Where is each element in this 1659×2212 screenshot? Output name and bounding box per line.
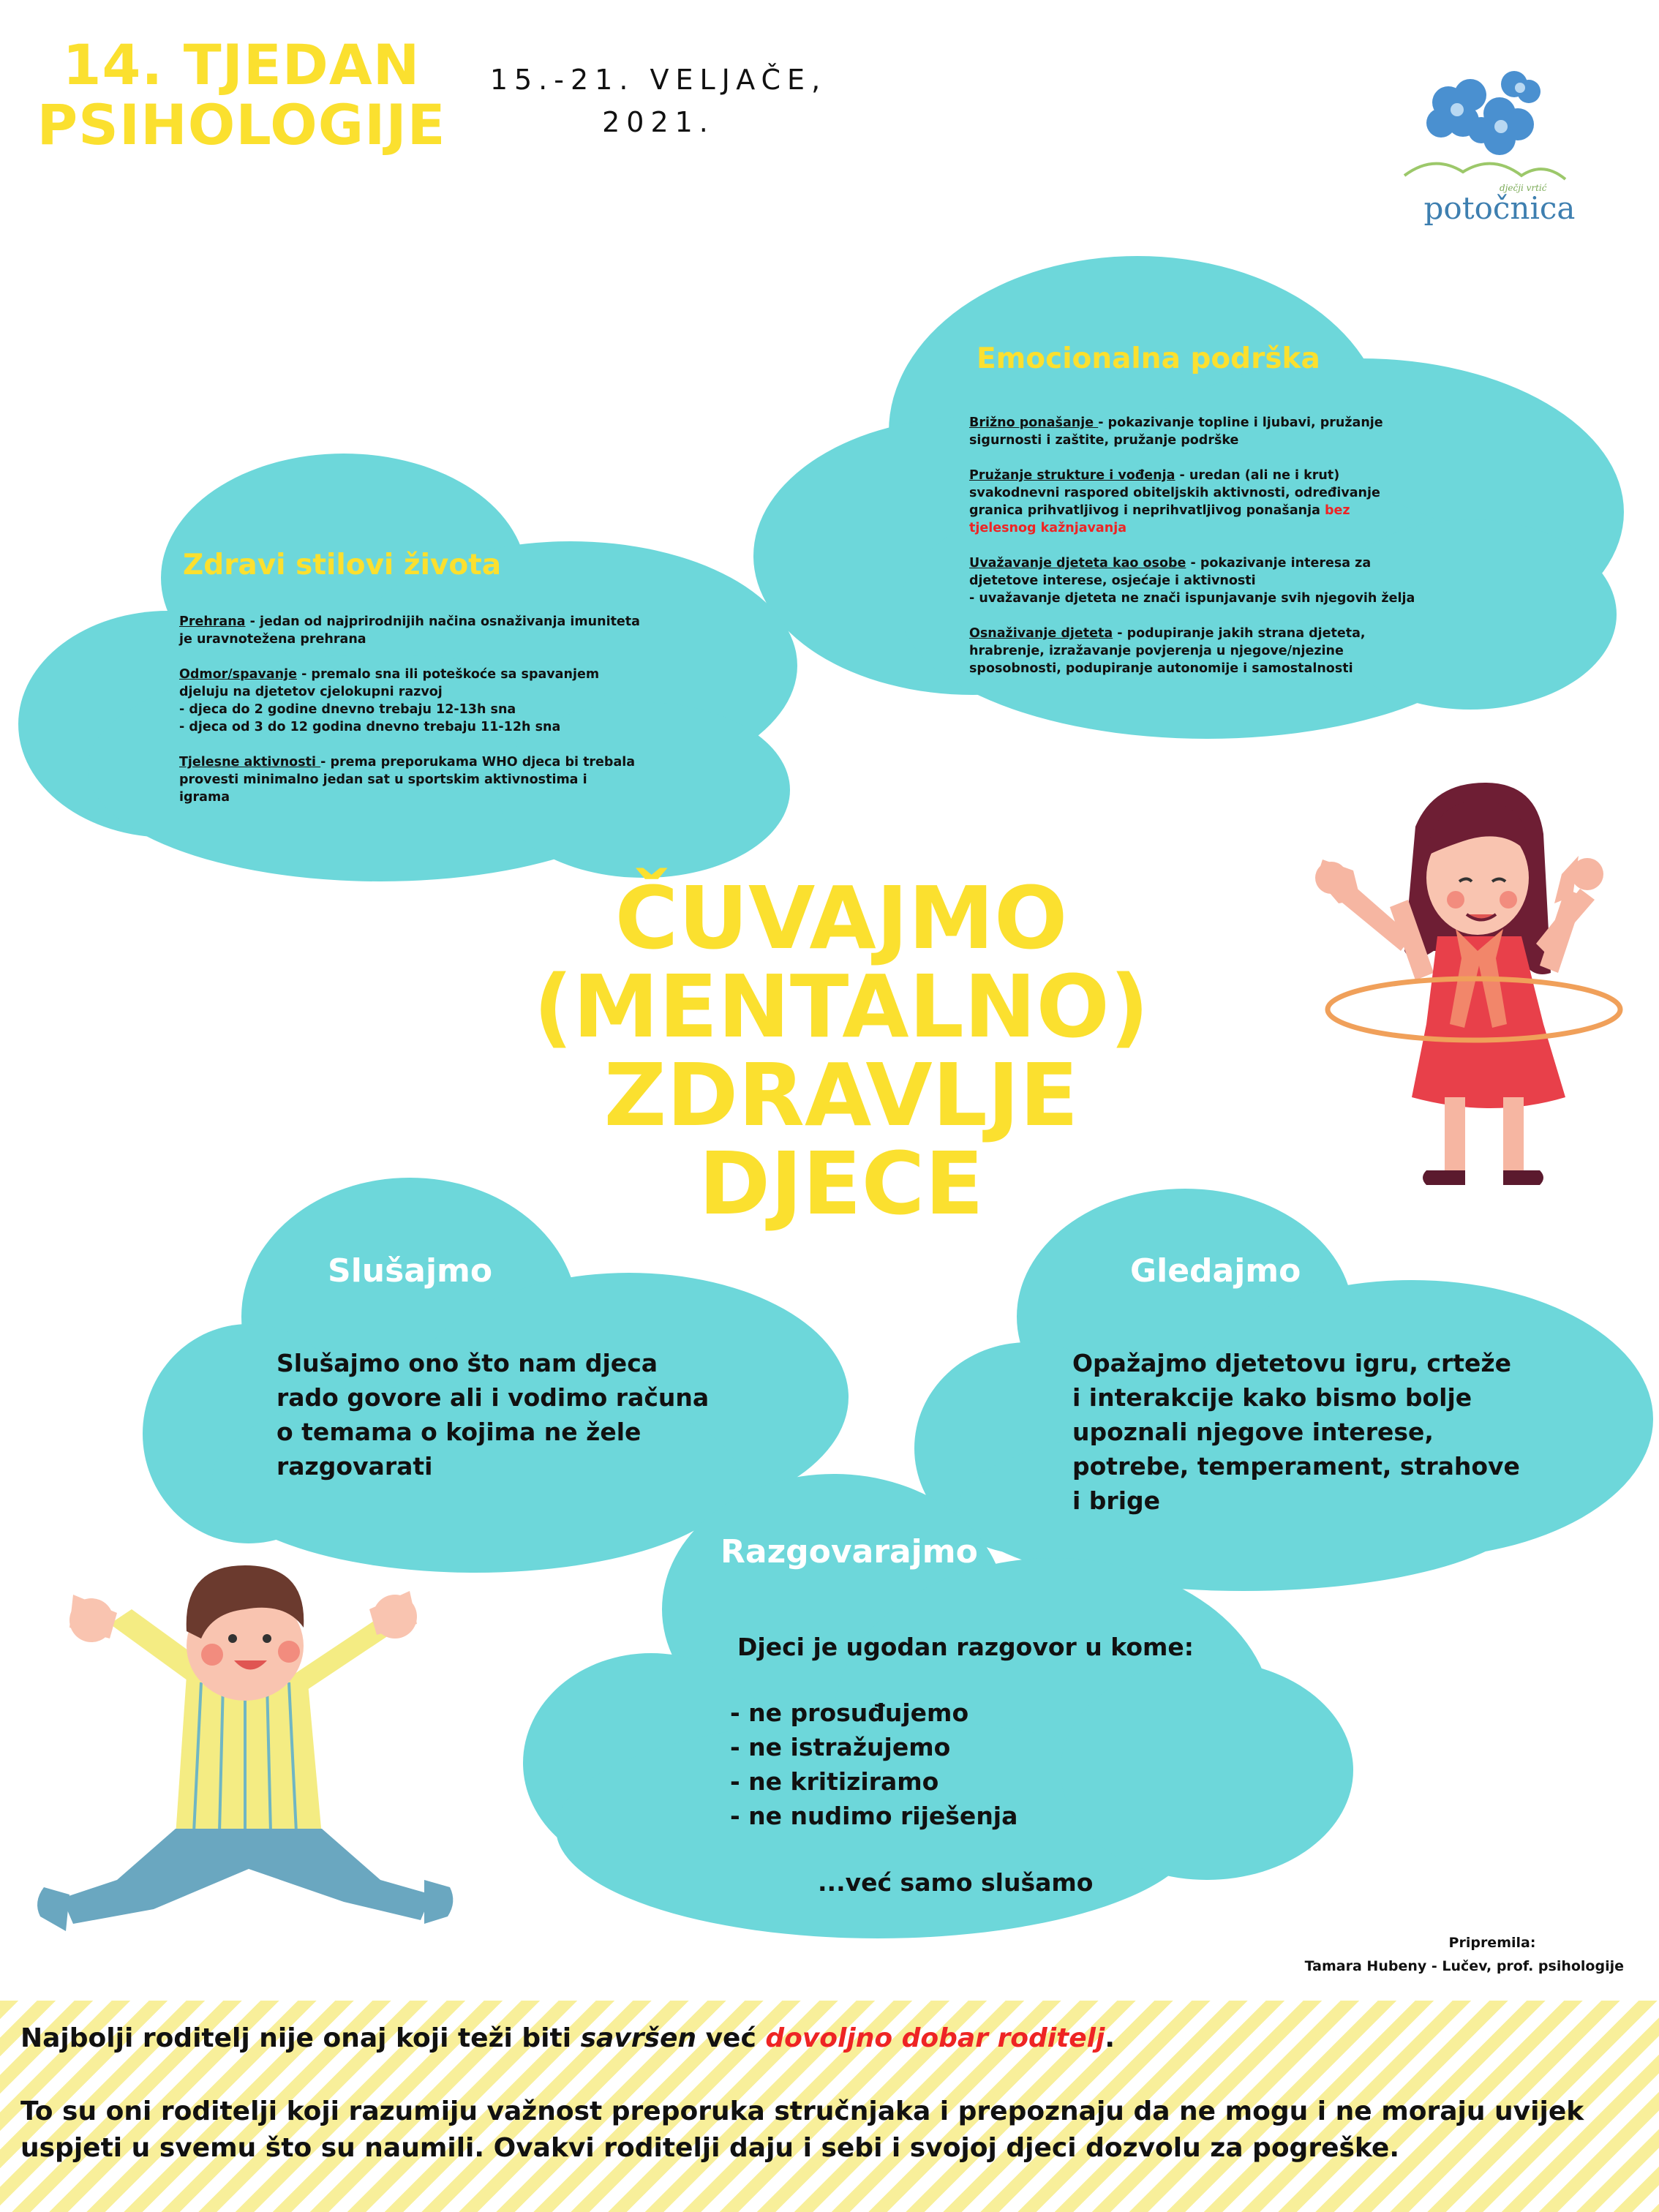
emotional-item2-red: bez tjelesnog kažnjavanja [969, 503, 1350, 535]
emotional-item1-text: - pokazivanje topline i ljubavi, pružanje sigurnosti i zaštite, pružanje podrške [969, 415, 1383, 448]
main-title-line1: ČUVAJMO [614, 868, 1068, 968]
healthy-item1-text: - jedan od najprirodnijih načina osnaživanja imuniteta je uravnotežena prehrana [179, 614, 640, 647]
main-title [512, 868, 1170, 1234]
listen-text: Slušajmo ono što nam djeca rado govore ali i vodimo računa o temama o kojima ne žele razgovarati [276, 1349, 710, 1481]
boy-illustration [37, 1565, 453, 1931]
emotional-item1-term: Brižno ponašanje [969, 415, 1099, 430]
healthy-item1-term: Prehrana [179, 614, 246, 629]
kindergarten-logo [1390, 44, 1580, 234]
healthy-item2-term: Odmor/spavanje [179, 667, 297, 682]
watch-title: Gledajmo [1130, 1252, 1301, 1290]
talk-list-item: - ne kritiziramo [730, 1767, 939, 1796]
emotional-title: Emocionalna podrška [977, 342, 1320, 375]
healthy-item2-line2: - djeca do 2 godine dnevno trebaju 12-13h sna [179, 702, 516, 717]
emotional-item2-term: Pružanje strukture i vođenja [969, 468, 1175, 483]
talk-list-item: - ne istražujemo [730, 1733, 951, 1761]
emotional-item3-term: Uvažavanje djeteta kao osobe [969, 556, 1186, 571]
emotional-text [969, 414, 1415, 695]
credit-label: Pripremila: [1448, 1935, 1536, 1951]
main-title-line2: (MENTALNO) [533, 956, 1149, 1057]
emotional-item3-text2: - uvažavanje djeteta ne znači ispunjavanje svih njegovih želja [969, 591, 1415, 606]
talk-list-item: - ne prosuđujemo [730, 1698, 969, 1727]
footer-p1-e: . [1105, 2023, 1116, 2053]
logo-name: potočnica [1423, 190, 1576, 226]
healthy-item2-line3: - djeca od 3 do 12 godina dnevno trebaju 11-12h sna [179, 720, 561, 734]
author-credit [1244, 1931, 1624, 1978]
footer-p1-a: Najbolji roditelj nije onaj koji teži biti [20, 2023, 581, 2053]
footer-text [20, 2020, 1630, 2167]
footer-paragraph-2: To su oni roditelji koji razumiju važnost preporuka stručnjaka i prepoznaju da ne mogu i ne moraju uvijek uspjeti u svemu što su naumili. Ovakvi roditelji daju i sebi i svojoj djeci dozvolu za pogreške. [20, 2096, 1584, 2163]
emotional-item4-term: Osnaživanje djeteta [969, 626, 1113, 641]
healthy-item2-text: - premalo sna ili poteškoće sa spavanjem djeluju na djetetov cjelokupni razvoj [179, 667, 600, 699]
talk-intro: Djeci je ugodan razgovor u kome: [737, 1633, 1194, 1661]
emotional-item3-text: - pokazivanje interesa za djetetove interese, osjećaje i aktivnosti [969, 556, 1372, 588]
event-date-line1: 15.-21. VELJAČE, [489, 64, 827, 96]
logo-small-text: dječji vrtić [1500, 183, 1547, 193]
talk-list-item: - ne nudimo riješenja [730, 1802, 1018, 1830]
talk-list [730, 1696, 1242, 1833]
talk-outro: ...već samo slušamo [818, 1868, 1094, 1897]
talk-title: Razgovarajmo [721, 1533, 978, 1570]
event-title-line1: 14. TJEDAN [62, 32, 421, 97]
emotional-item4-text: - podupiranje jakih strana djeteta, hrabrenje, izražavanje povjerenja u njegove/njezine sposobnosti, podupiranje autonomije i samostalnosti [969, 626, 1366, 676]
main-title-line3: ZDRAVLJE [603, 1045, 1079, 1146]
event-date-line2: 2021. [602, 106, 715, 138]
footer-p1-d: dovoljno dobar roditelj [765, 2023, 1105, 2053]
watch-text: Opažajmo djetetovu igru, crteže i interakcije kako bismo bolje upoznali njegove interese, potrebe, temperament, strahove i brige [1072, 1349, 1520, 1515]
healthy-text [179, 613, 640, 824]
healthy-item3-text: - prema preporukama WHO djeca bi trebala provesti minimalno jedan sat u sportskim aktivnostima i igrama [179, 755, 636, 805]
healthy-title: Zdravi stilovi života [183, 549, 502, 582]
footer-p1-c: već [696, 2023, 766, 2053]
event-date [468, 59, 849, 143]
healthy-item3-term: Tjelesne aktivnosti [179, 755, 321, 770]
emotional-item2-text: - uredan (ali ne i krut) svakodnevni raspored obiteljskih aktivnosti, određivanje granica prihvatljivog i neprihvatljivog ponašanja [969, 468, 1380, 518]
credit-name: Tamara Hubeny - Lučev, prof. psihologije [1304, 1958, 1624, 1974]
footer-paragraph-1 [20, 2020, 1630, 2057]
girl-illustration [1315, 783, 1620, 1185]
footer-p1-b: savršen [580, 2023, 697, 2053]
event-title [22, 32, 461, 157]
event-title-line2: PSIHOLOGIJE [37, 92, 446, 157]
main-title-line4: DJECE [699, 1133, 984, 1234]
listen-title: Slušajmo [328, 1252, 493, 1290]
